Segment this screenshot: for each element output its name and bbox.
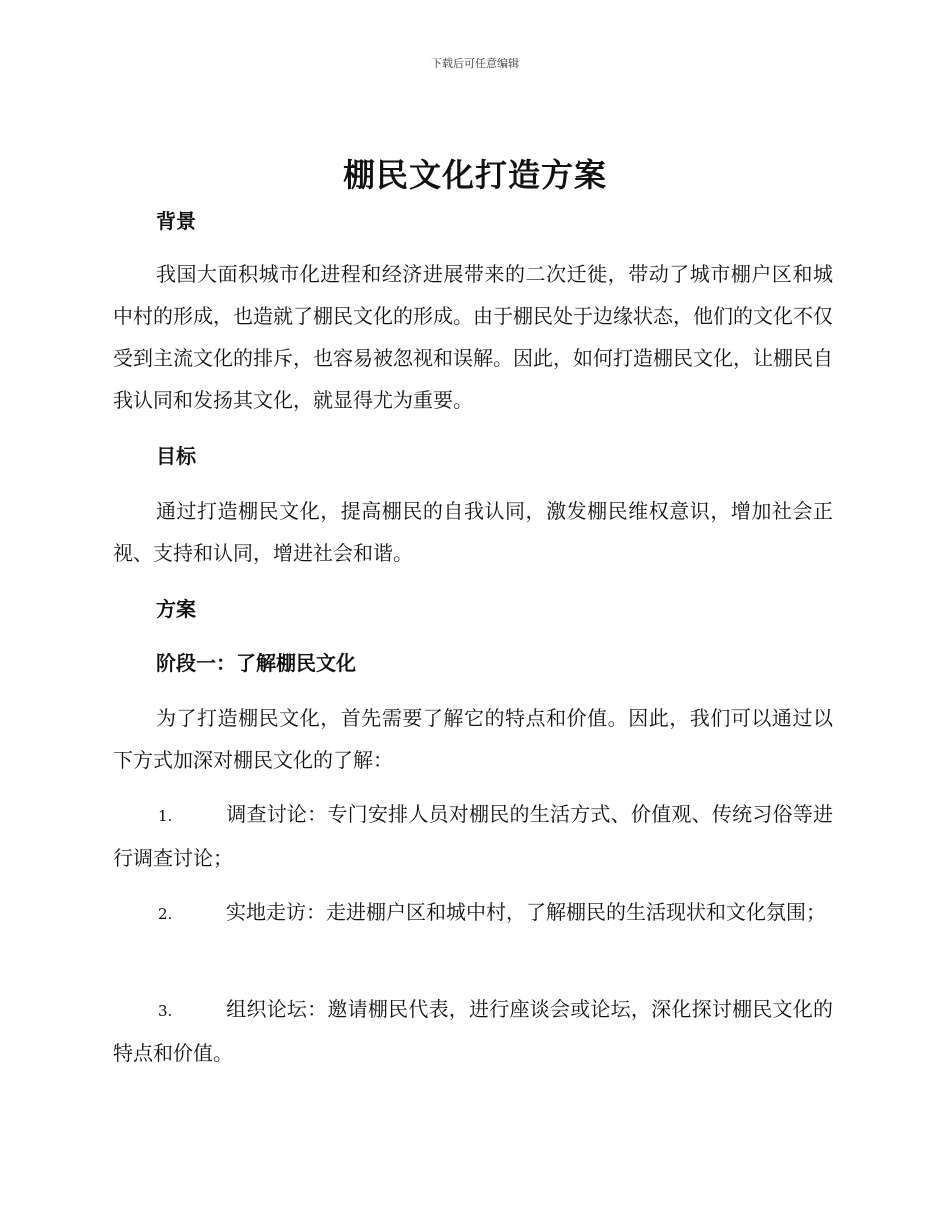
document-title: 棚民文化打造方案 bbox=[342, 156, 607, 194]
section-heading-goal: 目标 bbox=[156, 444, 196, 468]
list-item-number: 1. bbox=[158, 807, 173, 825]
section-heading-plan: 方案 bbox=[156, 597, 196, 621]
list-item-number: 2. bbox=[158, 905, 173, 923]
stage1-intro-paragraph: 为了打造棚民文化，首先需要了解它的特点和价值。因此，我们可以通过以下方式加深对棚民文化的了解： bbox=[113, 706, 833, 772]
list-item bbox=[113, 891, 833, 935]
list-item-number: 3. bbox=[158, 1002, 173, 1020]
section-heading-background: 背景 bbox=[156, 209, 196, 233]
list-item-text: 实地走访：走进棚户区和城中村，了解棚民的生活现状和文化氛围； bbox=[226, 900, 826, 924]
list-item-text: 调查讨论：专门安排人员对棚民的生活方式、价值观、传统习俗等进行调查讨论； bbox=[113, 802, 833, 870]
list-item-text: 组织论坛：邀请棚民代表，进行座谈会或论坛，深化探讨棚民文化的特点和价值。 bbox=[113, 997, 833, 1065]
list-item bbox=[113, 988, 833, 1074]
background-paragraph: 我国大面积城市化进程和经济进展带来的二次迁徙，带动了城市棚户区和城中村的形成，也造就了棚民文化的形成。由于棚民处于边缘状态，他们的文化不仅受到主流文化的排斥，也容易被忽视和误解。因此，如何打造棚民文化，让棚民自我认同和发扬其文化，就显得尤为重要。 bbox=[113, 262, 833, 412]
list-item bbox=[113, 793, 833, 879]
page-header-note: 下载后可任意编辑 bbox=[431, 57, 519, 70]
goal-paragraph: 通过打造棚民文化，提高棚民的自我认同，激发棚民维权意识，增加社会正视、支持和认同，增进社会和谐。 bbox=[113, 499, 833, 565]
stage1-heading: 阶段一：了解棚民文化 bbox=[156, 651, 356, 675]
